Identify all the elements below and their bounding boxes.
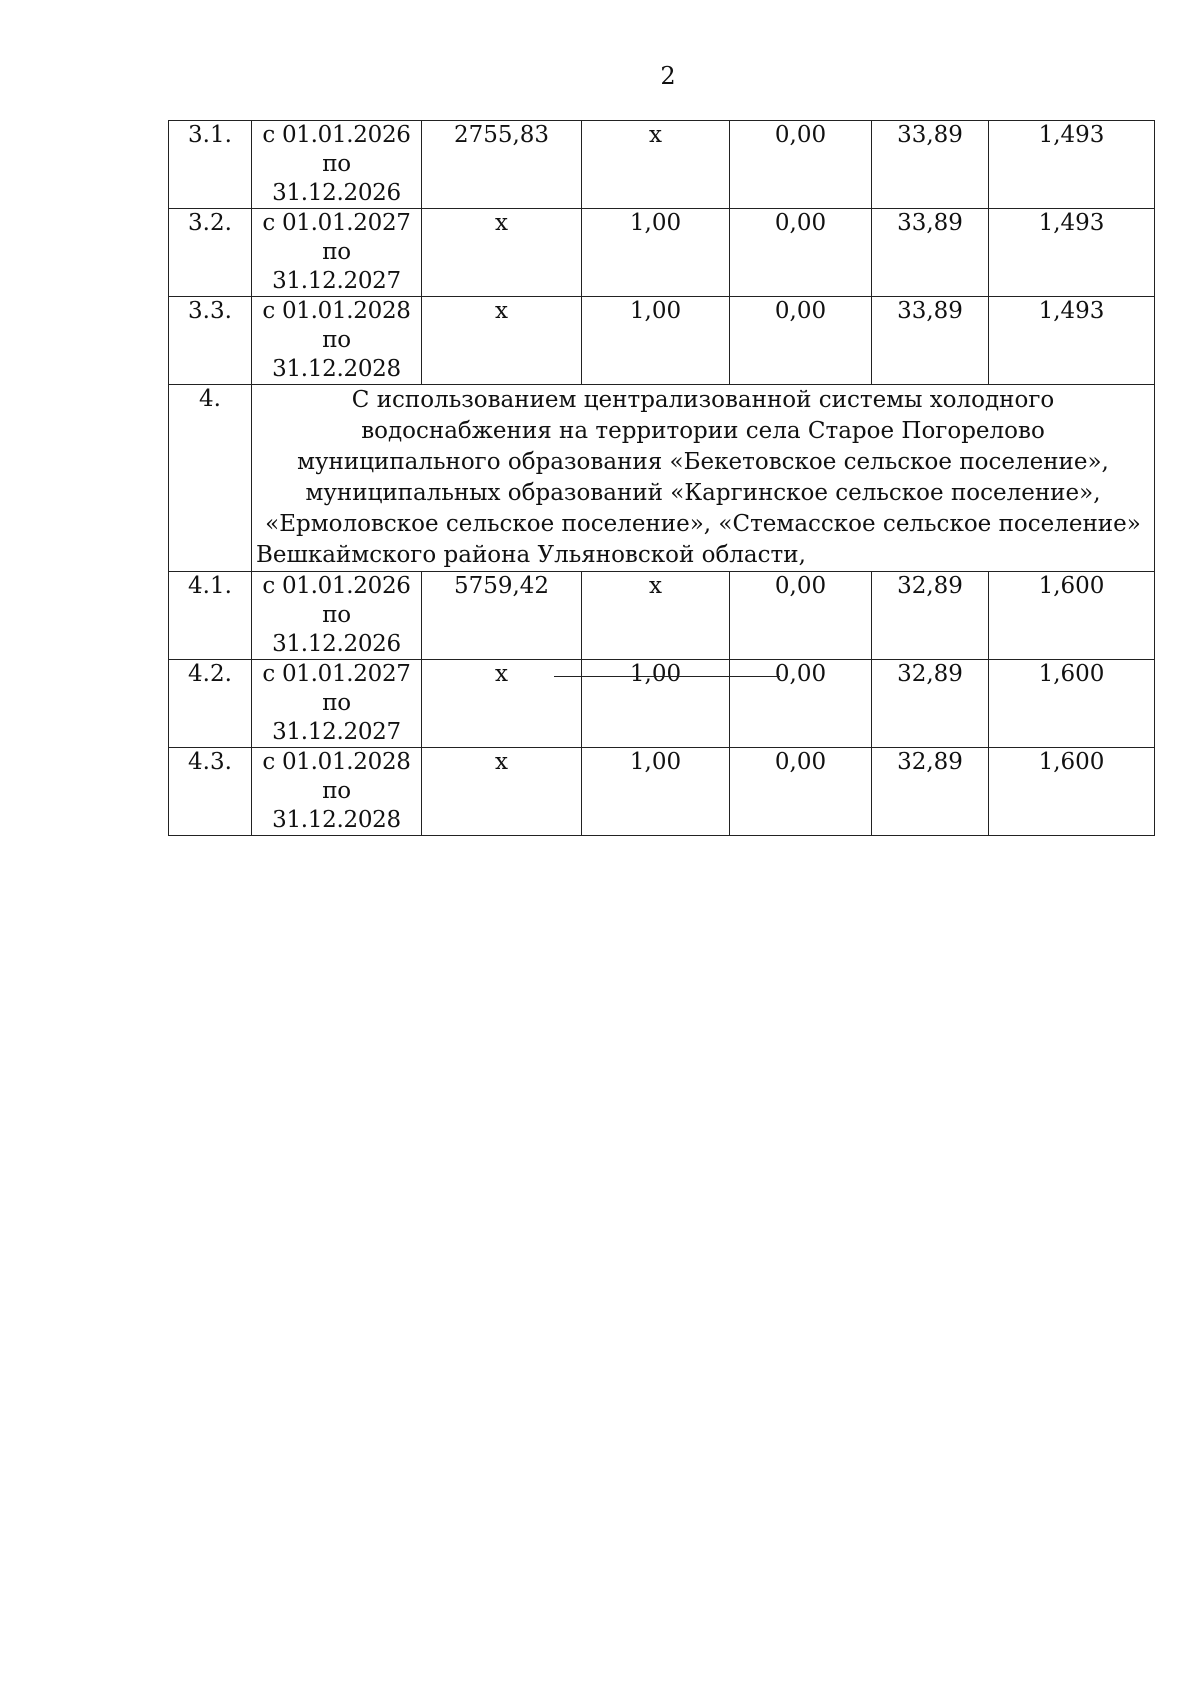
row-number: 3.3. [169, 297, 252, 385]
value-cell-2: х [582, 572, 730, 660]
period-from: с 01.01.2028 [262, 749, 411, 775]
period-from: с 01.01.2028 [262, 298, 411, 324]
value-cell-5: 1,493 [989, 121, 1155, 209]
value-cell-4: 32,89 [872, 660, 989, 748]
value-cell-1: х [422, 297, 582, 385]
value-cell-4: 32,89 [872, 748, 989, 836]
period-from: с 01.01.2026 [262, 122, 411, 148]
row-number: 3.2. [169, 209, 252, 297]
end-of-table-rule [554, 676, 780, 677]
period-cell [252, 297, 422, 385]
value-cell-1: 5759,42 [422, 572, 582, 660]
period-to: по 31.12.2026 [272, 602, 401, 657]
value-cell-3: 0,00 [730, 297, 872, 385]
row-number: 4.1. [169, 572, 252, 660]
value-cell-2: 1,00 [582, 209, 730, 297]
value-cell-3: 0,00 [730, 660, 872, 748]
value-cell-5: 1,600 [989, 748, 1155, 836]
period-cell [252, 209, 422, 297]
period-to: по 31.12.2028 [272, 327, 401, 382]
period-cell [252, 572, 422, 660]
value-cell-4: 33,89 [872, 209, 989, 297]
period-from: с 01.01.2027 [262, 210, 411, 236]
value-cell-5: 1,493 [989, 209, 1155, 297]
value-cell-1: х [422, 209, 582, 297]
value-cell-1: х [422, 660, 582, 748]
period-to: по 31.12.2027 [272, 239, 401, 294]
value-cell-4: 33,89 [872, 121, 989, 209]
value-cell-4: 32,89 [872, 572, 989, 660]
table-row [169, 660, 1155, 748]
value-cell-2: 1,00 [582, 660, 730, 748]
period-to: по 31.12.2026 [272, 151, 401, 206]
value-cell-1: 2755,83 [422, 121, 582, 209]
table-row [169, 572, 1155, 660]
section-number: 4. [169, 385, 252, 572]
value-cell-2: 1,00 [582, 748, 730, 836]
row-number: 4.2. [169, 660, 252, 748]
period-from: с 01.01.2027 [262, 661, 411, 687]
period-to: по 31.12.2027 [272, 690, 401, 745]
value-cell-3: 0,00 [730, 209, 872, 297]
table-row [169, 121, 1155, 209]
period-cell [252, 748, 422, 836]
value-cell-1: х [422, 748, 582, 836]
section-heading-row [169, 385, 1155, 572]
period-cell [252, 121, 422, 209]
value-cell-3: 0,00 [730, 572, 872, 660]
page-number: 2 [660, 62, 676, 90]
value-cell-5: 1,600 [989, 572, 1155, 660]
value-cell-3: 0,00 [730, 748, 872, 836]
value-cell-5: 1,600 [989, 660, 1155, 748]
tariff-table [168, 120, 1155, 836]
value-cell-2: 1,00 [582, 297, 730, 385]
section-description: С использованием централизованной системы холодного водоснабжения на территории села Старое Погорелово муниципального образования «Бекетовское сельское поселение», муниципальных образований «Каргинское сельское поселение», «Ермоловское сельское поселение», «Стемасское сельское поселение» Вешкаймского района Ульяновской области, [252, 385, 1155, 572]
table-row [169, 748, 1155, 836]
period-cell [252, 660, 422, 748]
table-row [169, 297, 1155, 385]
period-from: с 01.01.2026 [262, 573, 411, 599]
table-row [169, 209, 1155, 297]
value-cell-5: 1,493 [989, 297, 1155, 385]
row-number: 4.3. [169, 748, 252, 836]
value-cell-3: 0,00 [730, 121, 872, 209]
value-cell-4: 33,89 [872, 297, 989, 385]
row-number: 3.1. [169, 121, 252, 209]
value-cell-2: х [582, 121, 730, 209]
period-to: по 31.12.2028 [272, 778, 401, 833]
